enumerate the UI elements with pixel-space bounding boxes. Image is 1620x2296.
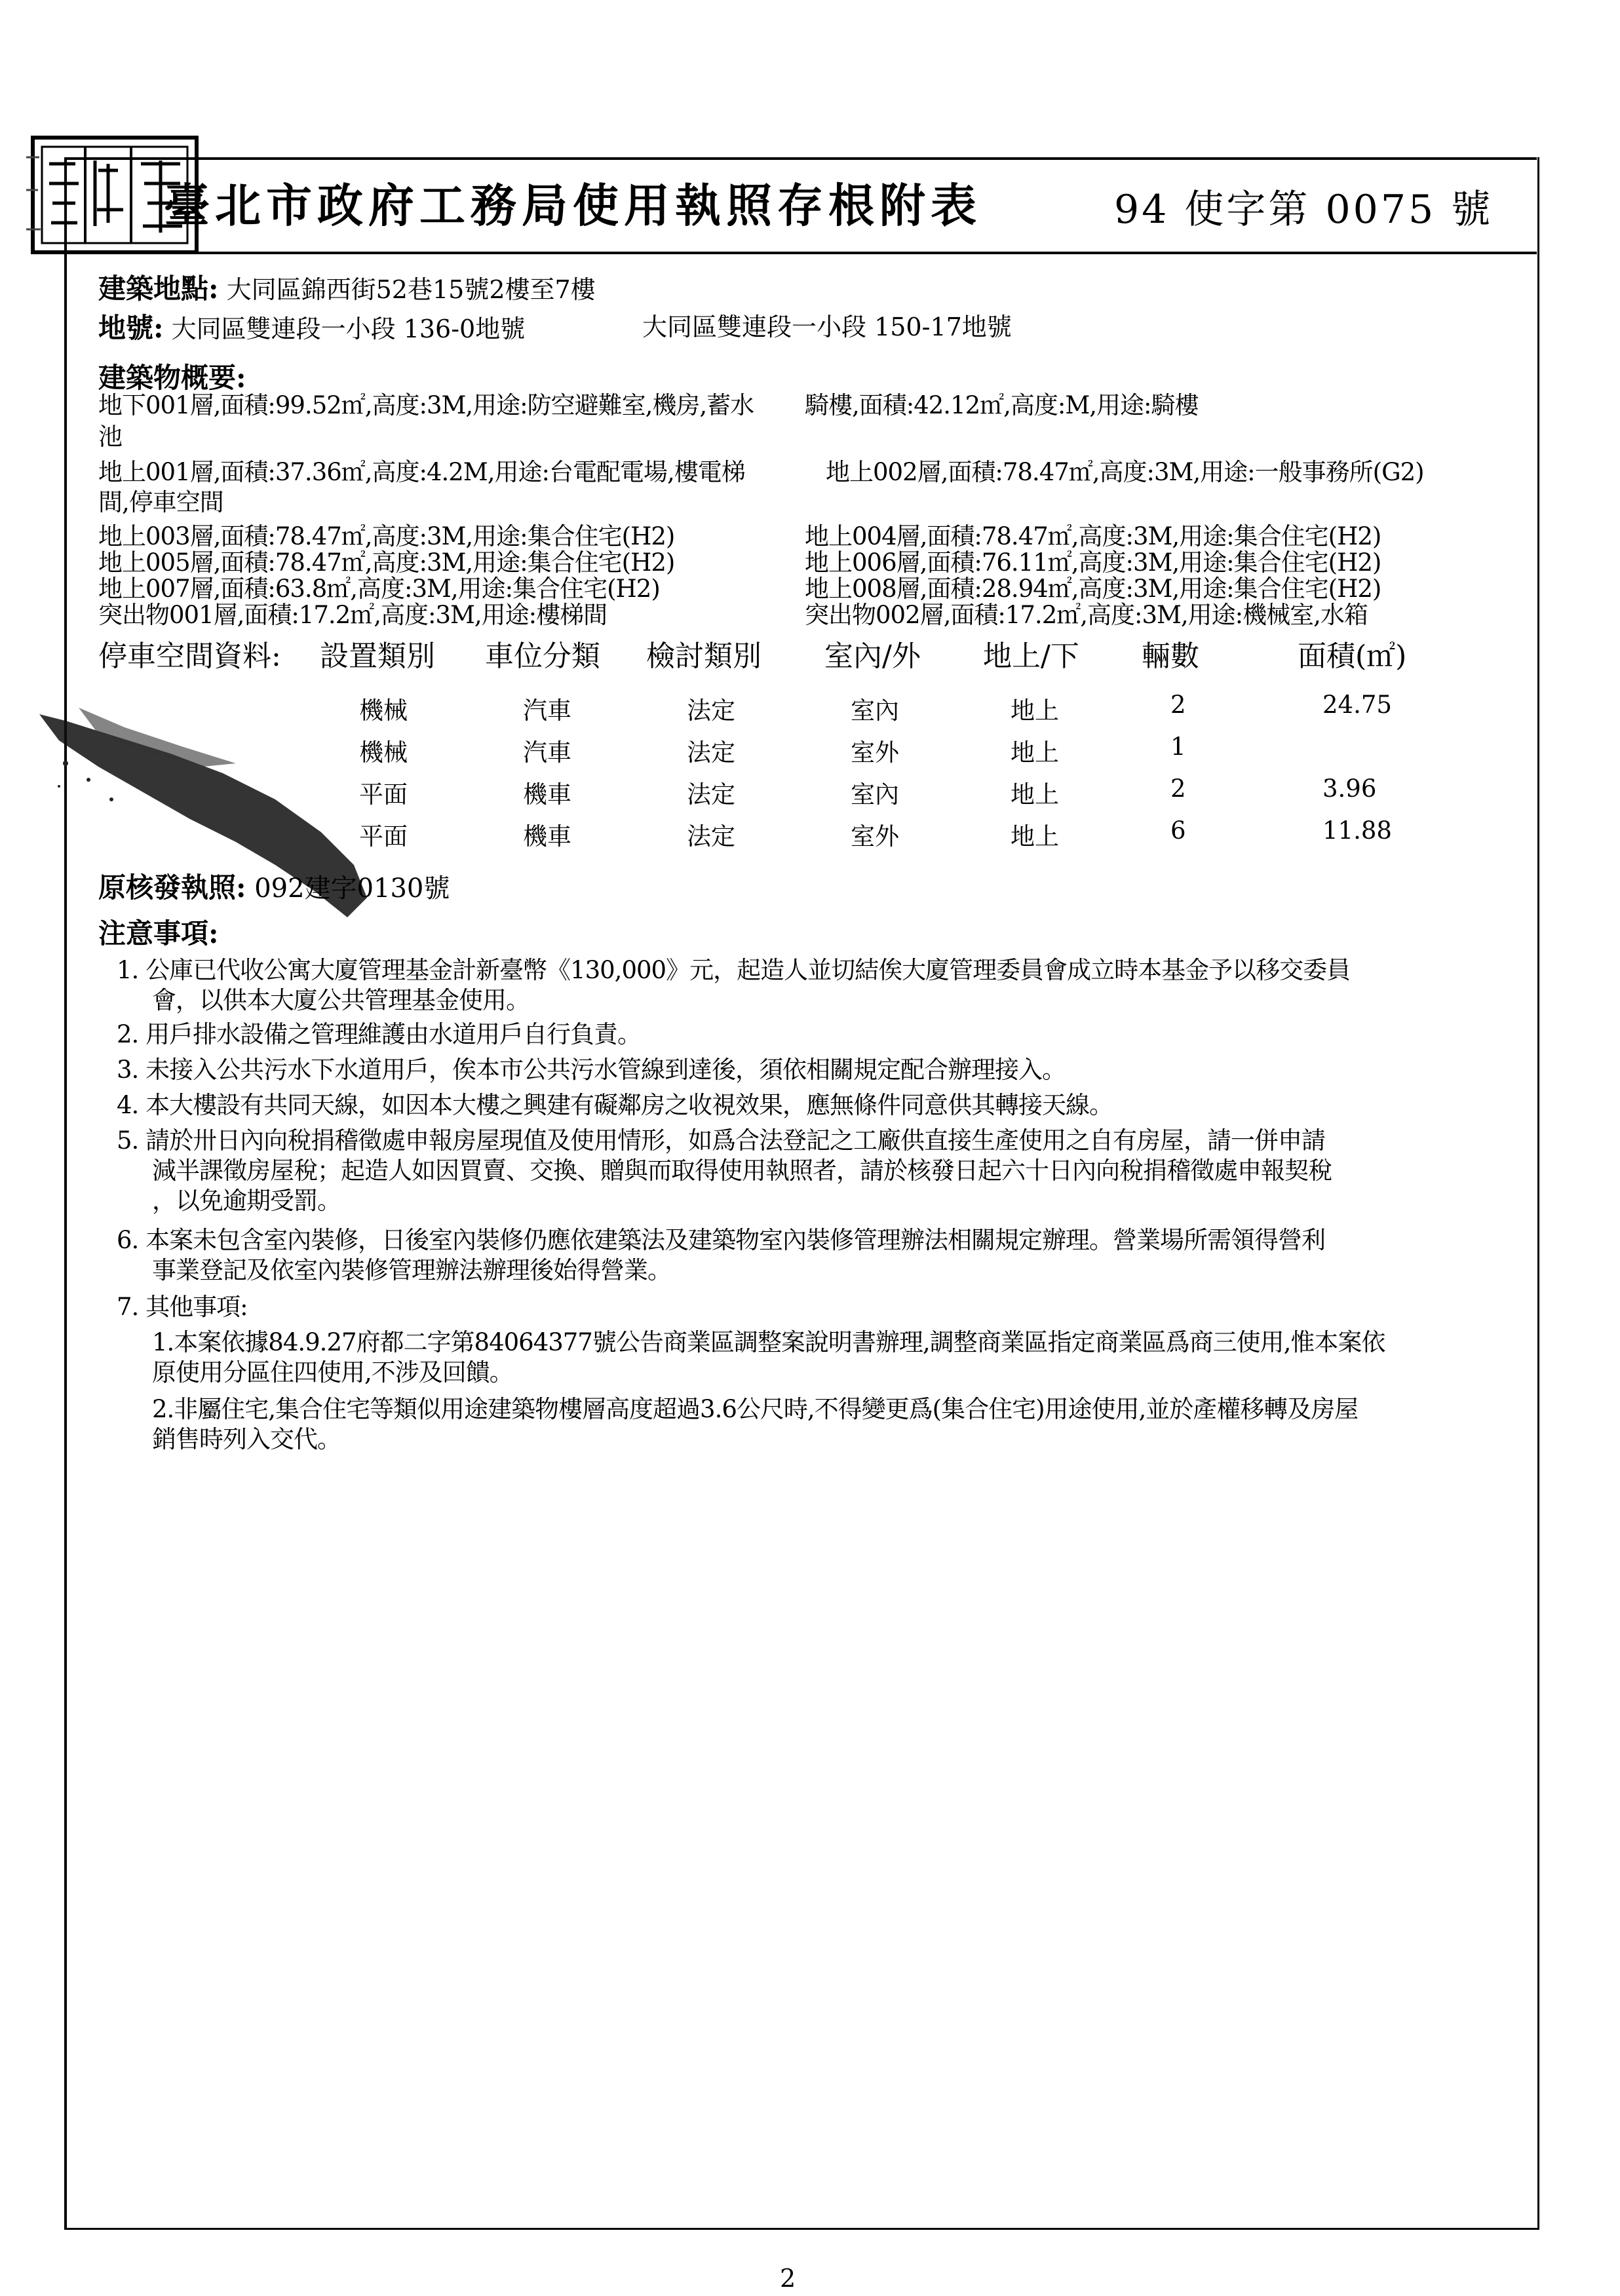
table-cell: 平面 [359, 822, 408, 851]
table-cell: 11.88 [1322, 816, 1392, 845]
parking-header-review: 檢討類別 [646, 640, 762, 673]
table-cell: 室內 [851, 780, 899, 809]
original-permit-row [98, 871, 450, 904]
note-5a: 5. 請於卅日內向稅捐稽徵處申報房屋現值及使用情形，如爲合法登記之工廠供直接生產使用之自有房屋，請一併申請 [117, 1126, 1326, 1155]
table-cell: 地上 [1011, 780, 1059, 809]
overview-label: 建築物概要: [98, 362, 246, 394]
lot-row [98, 312, 526, 344]
overview-f6: 地上006層,面積:76.11㎡,高度:3M,用途:集合住宅(H2) [805, 548, 1381, 577]
note-7-2a: 2.非屬住宅,集合住宅等類似用途建築物樓層高度超過3.6公尺時,不得變更爲(集合住宅)用途使用,並於產權移轉及房屋 [152, 1395, 1359, 1423]
table-cell: 法定 [687, 697, 735, 725]
original-permit-value: 092建字0130號 [254, 873, 450, 904]
overview-f3: 地上003層,面積:78.47㎡,高度:3M,用途:集合住宅(H2) [98, 522, 675, 550]
overview-f2: 地上002層,面積:78.47㎡,高度:3M,用途:一般事務所(G2) [826, 458, 1424, 486]
table-cell: 地上 [1011, 822, 1059, 851]
lot-value-1: 大同區雙連段一小段 136-0地號 [171, 315, 526, 343]
table-cell: 平面 [359, 780, 408, 809]
table-cell: 機車 [523, 780, 571, 809]
table-cell: 6 [1170, 816, 1186, 845]
page-number: 2 [780, 2264, 796, 2293]
table-cell: 地上 [1011, 738, 1059, 767]
note-5c: ，以免逾期受罰。 [152, 1187, 341, 1215]
table-cell: 機械 [359, 697, 408, 725]
overview-f7: 地上007層,面積:63.8㎡,高度:3M,用途:集合住宅(H2) [98, 575, 660, 603]
overview-p1: 突出物001層,面積:17.2㎡,高度:3M,用途:樓梯間 [98, 601, 608, 629]
parking-header-vehicle: 車位分類 [485, 640, 600, 673]
lot-label: 地號: [98, 312, 164, 344]
parking-header-area: 面積(㎡) [1298, 640, 1407, 673]
table-cell: 法定 [687, 738, 735, 767]
overview-p2: 突出物002層,面積:17.2㎡,高度:3M,用途:機械室,水箱 [805, 601, 1368, 629]
overview-b1-cont: 池 [98, 423, 122, 451]
table-cell: 法定 [687, 780, 735, 809]
table-cell: 3.96 [1322, 775, 1377, 803]
overview-f4: 地上004層,面積:78.47㎡,高度:3M,用途:集合住宅(H2) [805, 522, 1381, 550]
overview-b1: 地下001層,面積:99.52㎡,高度:3M,用途:防空避難室,機房,蓄水 [98, 391, 754, 419]
table-cell: 1 [1170, 733, 1186, 761]
note-7: 7. 其他事項: [117, 1293, 248, 1321]
note-6a: 6. 本案未包含室內裝修，日後室內裝修仍應依建築法及建築物室內裝修管理辦法相關規定辦理。營業場所需領得營利 [117, 1226, 1326, 1254]
table-cell: 室內 [851, 697, 899, 725]
location-label: 建築地點: [98, 273, 219, 305]
table-cell: 地上 [1011, 697, 1059, 725]
table-cell: 2 [1170, 691, 1186, 719]
location-value: 大同區錦西街52巷15號2樓至7樓 [226, 275, 596, 304]
permit-number: 94 使字第 0075 號 [1114, 187, 1494, 233]
note-7-2b: 銷售時列入交代。 [152, 1425, 341, 1453]
note-2: 2. 用戶排水設備之管理維護由水道用戶自行負責。 [117, 1020, 642, 1048]
lot-value-2: 大同區雙連段一小段 150-17地號 [642, 313, 1012, 341]
note-7-1b: 原使用分區住四使用,不涉及回饋。 [152, 1358, 513, 1387]
note-6b: 事業登記及依室內裝修管理辦法辦理後始得營業。 [152, 1256, 671, 1284]
table-cell: 機械 [359, 738, 408, 767]
note-4: 4. 本大樓設有共同天線，如因本大樓之興建有礙鄰房之收視效果，應無條件同意供其轉接天線。 [117, 1091, 1113, 1119]
parking-header-level: 地上/下 [983, 640, 1079, 673]
note-5b: 減半課徵房屋稅；起造人如因買賣、交換、贈與而取得使用執照者，請於核發日起六十日內向稅捐稽徵處申報契稅 [152, 1157, 1332, 1185]
overview-f8: 地上008層,面積:28.94㎡,高度:3M,用途:集合住宅(H2) [805, 575, 1381, 603]
notes-label: 注意事項: [98, 917, 219, 949]
table-cell: 2 [1170, 775, 1186, 803]
table-cell: 室外 [851, 822, 899, 851]
overview-f1: 地上001層,面積:37.36㎡,高度:4.2M,用途:台電配電場,樓電梯 [98, 458, 745, 486]
note-3: 3. 未接入公共污水下水道用戶，俟本市公共污水管線到達後，須依相關規定配合辦理接入。 [117, 1056, 1066, 1084]
overview-f1-cont: 間,停車空間 [98, 488, 223, 516]
note-1a: 1. 公庫已代收公寓大廈管理基金計新臺幣《130,000》元，起造人並切結俟大廈管理委員會成立時本基金予以移交委員 [117, 956, 1351, 984]
table-cell: 汽車 [523, 697, 571, 725]
overview-f5: 地上005層,面積:78.47㎡,高度:3M,用途:集合住宅(H2) [98, 548, 675, 577]
table-cell: 法定 [687, 822, 735, 851]
table-cell: 室外 [851, 738, 899, 767]
overview-arcade: 騎樓,面積:42.12㎡,高度:M,用途:騎樓 [805, 391, 1199, 419]
table-cell: 汽車 [523, 738, 571, 767]
table-cell: 機車 [523, 822, 571, 851]
parking-header-type: 設置類別 [320, 640, 435, 673]
note-7-1a: 1.本案依據84.9.27府都二字第84064377號公告商業區調整案說明書辦理,調整商業區指定商業區爲商三使用,惟本案依 [152, 1328, 1385, 1356]
parking-header-indoor: 室內/外 [824, 640, 921, 673]
note-1b: 會，以供本大廈公共管理基金使用。 [152, 986, 530, 1014]
original-permit-label: 原核發執照: [98, 871, 246, 904]
document-title: 臺北市政府工務局使用執照存根附表 [164, 178, 982, 233]
table-cell: 24.75 [1322, 691, 1392, 719]
location-row [98, 275, 596, 303]
parking-label: 停車空間資料: [98, 640, 281, 673]
parking-header-count: 輛數 [1142, 640, 1199, 673]
